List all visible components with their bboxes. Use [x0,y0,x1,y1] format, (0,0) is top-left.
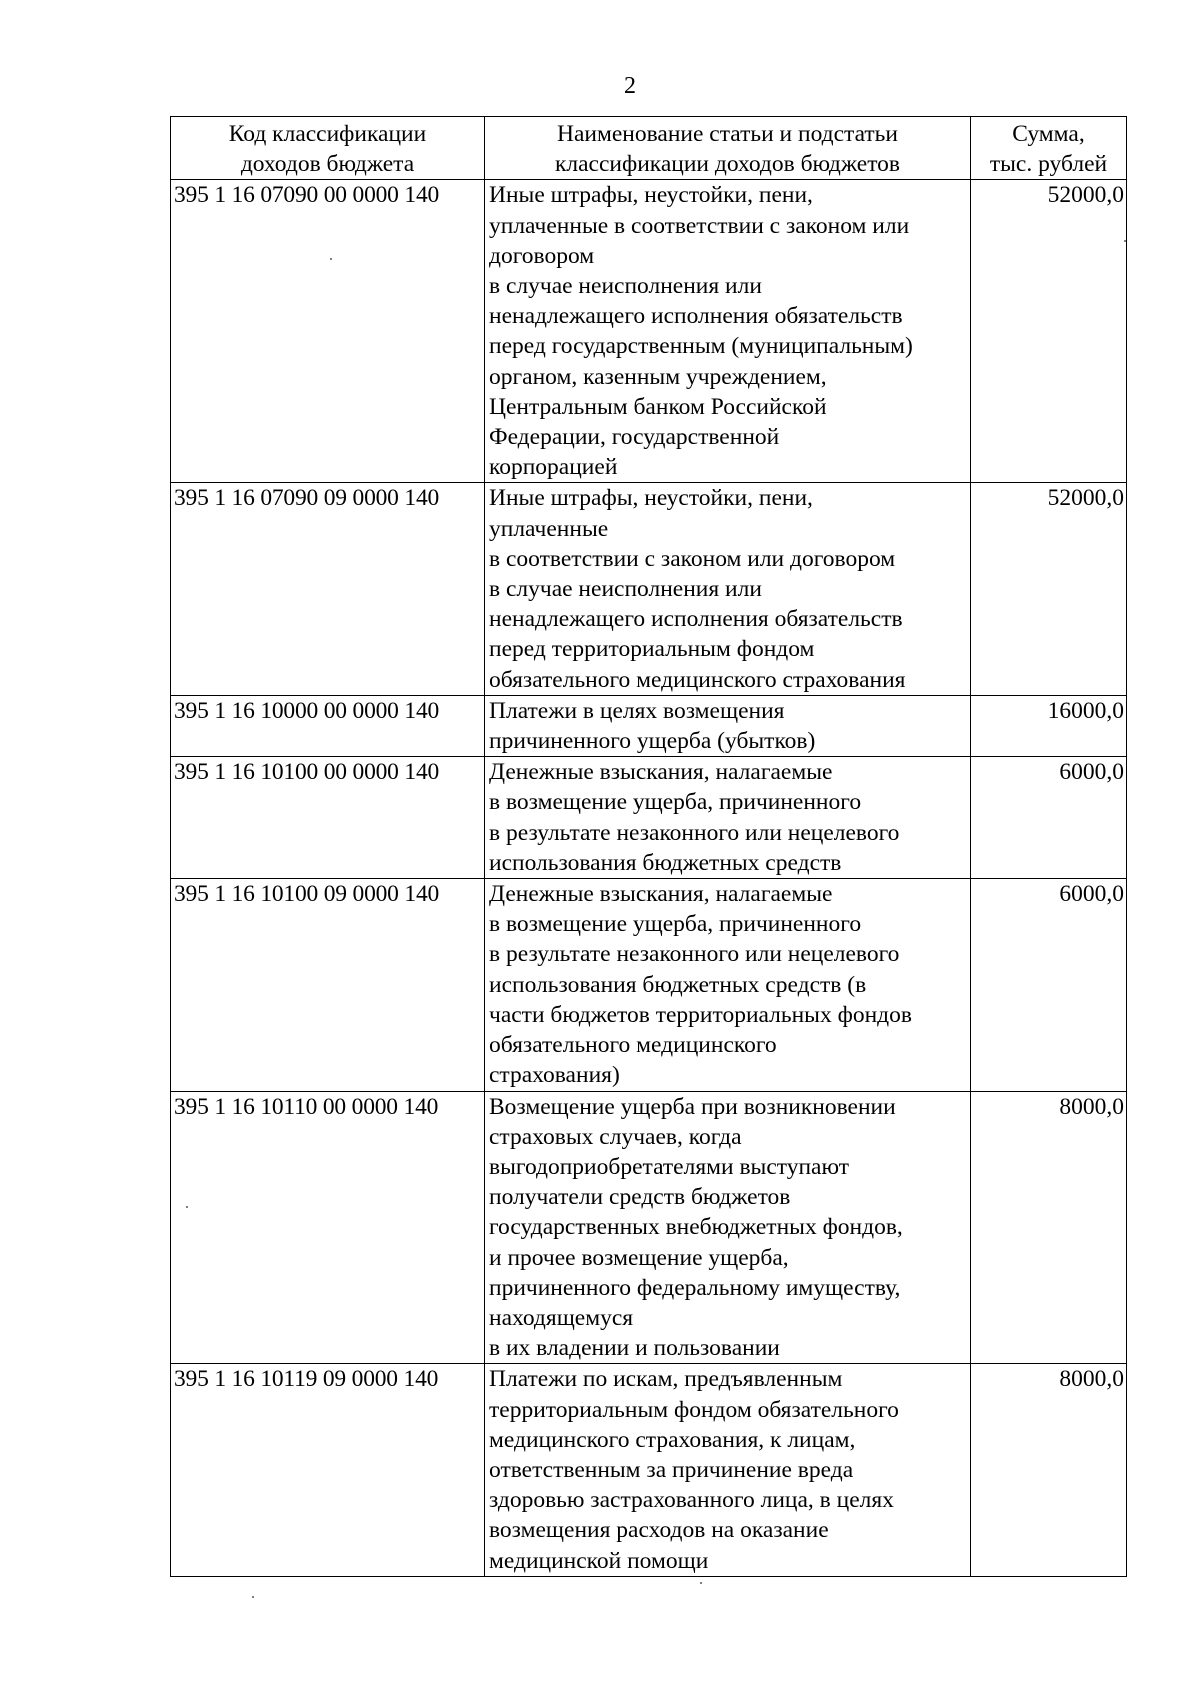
item-name-line: уплаченные [489,515,609,542]
item-name-line: договором [489,242,595,269]
header-code [171,117,485,180]
item-name-line: находящемуся [489,1304,634,1331]
item-name [485,757,971,879]
amount: 8000,0 [971,1364,1127,1576]
header-name [485,117,971,180]
item-name-line: и прочее возмещение ущерба, [489,1244,789,1271]
header-sum-line: тыс. рублей [989,151,1108,178]
item-name-line: использования бюджетных средств (в [489,971,867,998]
item-name-line: здоровью застрахованного лица, в целях [489,1487,894,1514]
header-name-line: классификации доходов бюджетов [554,151,901,178]
header-name-line: Наименование статьи и подстатьи [557,121,898,147]
item-name-line: возмещения расходов на оказание [489,1517,829,1544]
item-name-line: части бюджетов территориальных фондов [489,1001,912,1028]
item-name-line: ответственным за причинение вреда [489,1456,854,1483]
item-name-line: в результате незаконного или нецелевого [489,941,900,968]
item-name-line: Центральным банком Российской [489,393,827,420]
item-name-line: в их владении и пользовании [489,1335,780,1362]
item-name-line: корпорацией [489,454,618,481]
classification-code: 395 1 16 10119 09 0000 140 [171,1364,485,1576]
item-name-line: в возмещение ущерба, причиненного [489,911,862,938]
table-row [171,695,1127,756]
table-row [171,180,1127,483]
item-name-line: страхования) [489,1062,620,1089]
scan-speck [252,1596,254,1598]
classification-code: 395 1 16 10100 09 0000 140 [171,879,485,1091]
table-row [171,1364,1127,1576]
header-sum-line: Сумма, [1012,121,1085,147]
item-name-line: ненадлежащего исполнения обязательств [489,303,903,330]
budget-revenue-table [170,116,1127,1577]
amount: 16000,0 [971,695,1127,756]
item-name-line: Федерации, государственной [489,424,780,451]
item-name-line: получатели средств бюджетов [489,1184,791,1211]
header-code-line: доходов бюджета [240,151,415,178]
item-name-line: перед государственным (муниципальным) [489,333,913,360]
item-name-line: медицинского страхования, к лицам, [489,1426,856,1453]
item-name-line: Возмещение ущерба при возникновении [489,1093,896,1120]
item-name [485,1364,971,1576]
item-name-line: использования бюджетных средств [489,849,842,876]
amount: 6000,0 [971,879,1127,1091]
amount: 6000,0 [971,757,1127,879]
scan-speck [700,1582,702,1584]
scan-speck [186,1206,188,1208]
table-row [171,879,1127,1091]
item-name-line: территориальным фондом обязательного [489,1396,899,1423]
item-name-line: обязательного медицинского [489,1032,777,1059]
item-name-line: медицинской помощи [489,1547,709,1574]
scan-speck [1124,240,1126,242]
item-name [485,879,971,1091]
item-name-line: Иные штрафы, неустойки, пени, [489,182,813,209]
item-name-line: причиненного федеральному имуществу, [489,1274,901,1301]
table-row [171,757,1127,879]
item-name-line: в случае неисполнения или [489,273,762,300]
item-name-line: в соответствии с законом или договором [489,545,896,572]
table-body [171,180,1127,1576]
classification-code: 395 1 16 07090 09 0000 140 [171,483,485,695]
item-name [485,483,971,695]
amount: 8000,0 [971,1091,1127,1364]
item-name-line: перед территориальным фондом [489,636,815,663]
item-name-line: Денежные взыскания, налагаемые [489,881,833,908]
item-name-line: ненадлежащего исполнения обязательств [489,606,903,633]
scan-speck [330,258,332,260]
item-name-line: обязательного медицинского страхования [489,666,906,693]
table-row [171,1091,1127,1364]
header-code-line: Код классификации [228,121,427,147]
page-number: 2 [624,73,636,99]
classification-code: 395 1 16 07090 00 0000 140 [171,180,485,483]
item-name-line: в результате незаконного или нецелевого [489,819,900,846]
classification-code: 395 1 16 10000 00 0000 140 [171,695,485,756]
item-name-line: Платежи в целях возмещения [489,697,785,724]
header-sum [971,117,1127,180]
item-name-line: причиненного ущерба (убытков) [489,728,816,755]
item-name-line: государственных внебюджетных фондов, [489,1214,903,1241]
amount: 52000,0 [971,180,1127,483]
table-header-row [171,117,1127,180]
item-name-line: в случае неисполнения или [489,576,762,603]
item-name-line: органом, казенным учреждением, [489,363,827,390]
table-row [171,483,1127,695]
item-name [485,1091,971,1364]
item-name-line: Денежные взыскания, налагаемые [489,759,833,786]
item-name-line: выгодоприобретателями выступают [489,1153,849,1180]
item-name-line: Иные штрафы, неустойки, пени, [489,485,813,512]
classification-code: 395 1 16 10110 00 0000 140 [171,1091,485,1364]
classification-code: 395 1 16 10100 00 0000 140 [171,757,485,879]
item-name-line: страховых случаев, когда [489,1123,742,1150]
item-name [485,180,971,483]
item-name-line: Платежи по искам, предъявленным [489,1366,843,1393]
item-name [485,695,971,756]
amount: 52000,0 [971,483,1127,695]
item-name-line: в возмещение ущерба, причиненного [489,789,862,816]
item-name-line: уплаченные в соответствии с законом или [489,212,910,239]
